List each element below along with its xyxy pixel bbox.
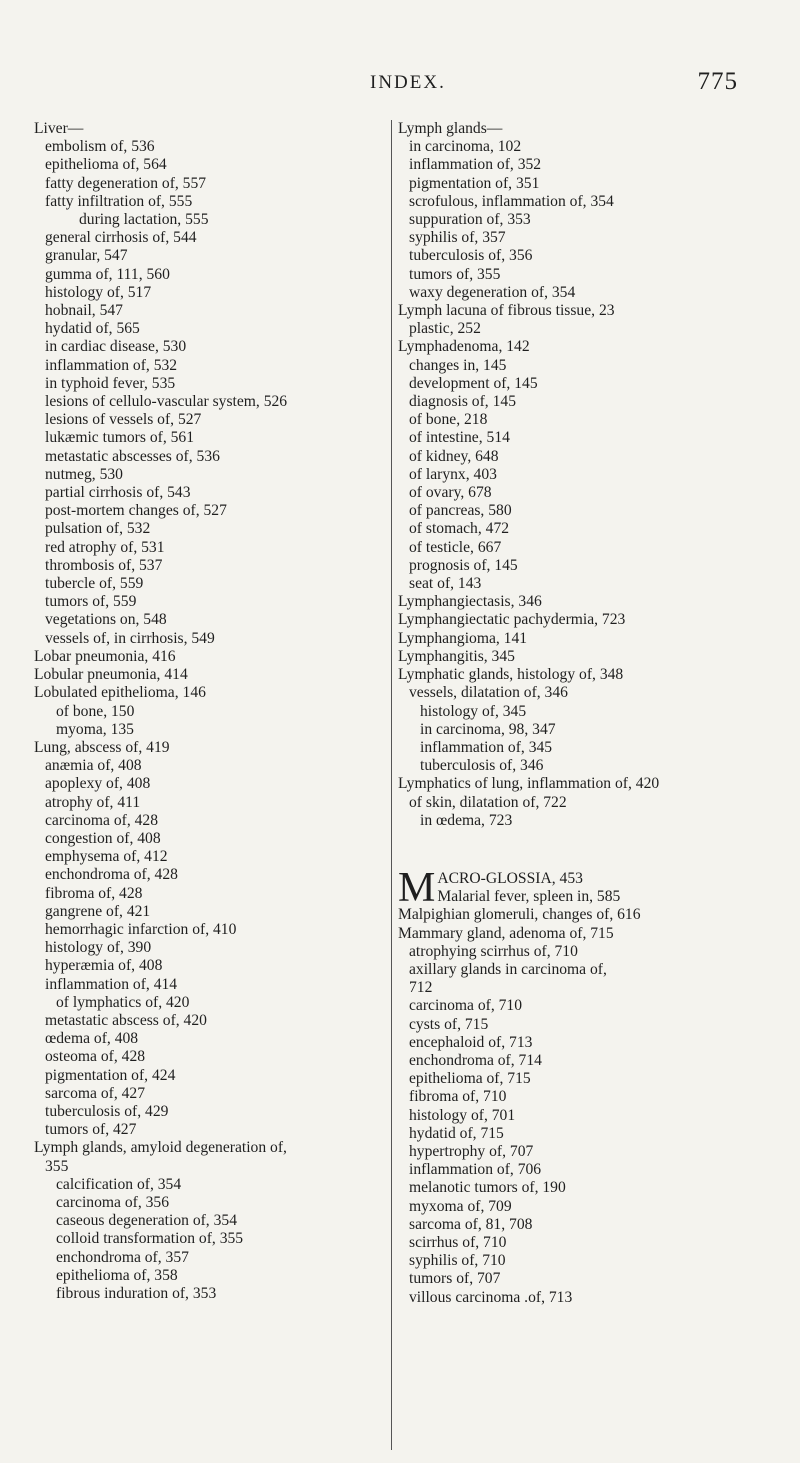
index-entry: embolism of, 536 [45,138,155,156]
index-entry: carcinoma of, 710 [409,997,523,1015]
index-entry: Lymphangioma, 141 [398,629,528,647]
index-entry: Malpighian glomeruli, changes of, 616 [398,906,641,924]
index-entry: Lobulated epithelioma, 146 [34,684,206,702]
index-entry: nutmeg, 530 [45,465,123,483]
index-entry: of bone, 218 [409,411,488,429]
index-entry: atrophy of, 411 [45,793,141,811]
index-entry: inflammation of, 532 [45,356,178,374]
index-entry: of ovary, 678 [409,484,492,502]
index-entry: histology of, 345 [420,702,527,720]
index-entry: in typhoid fever, 535 [45,374,176,392]
index-column-left [34,120,394,1303]
index-entry: Mammary gland, adenoma of, 715 [398,924,614,942]
index-entry: villous carcinoma .of, 713 [409,1288,573,1306]
index-entry: lukæmic tumors of, 561 [45,429,195,447]
index-entry: ACRO-GLOSSIA, 453 [437,869,583,887]
index-entry: sarcoma of, 427 [45,1084,146,1102]
index-entry: thrombosis of, 537 [45,556,163,574]
index-entry: of testicle, 667 [409,538,502,556]
index-entry: gumma of, 111, 560 [45,265,170,283]
index-entry: 355 [45,1157,69,1175]
index-entry: scrofulous, inflammation of, 354 [409,192,614,210]
index-entry: hydatid of, 715 [409,1124,504,1142]
index-entry: melanotic tumors of, 190 [409,1179,566,1197]
index-entry: red atrophy of, 531 [45,538,165,556]
index-entry: Lobar pneumonia, 416 [34,647,176,665]
index-entry: syphilis of, 710 [409,1252,506,1270]
section-gap [398,830,758,870]
index-entry: tumors of, 559 [45,593,137,611]
index-entry: gangrene of, 421 [45,902,151,920]
index-entry: vessels, dilatation of, 346 [409,684,568,702]
index-entry: of kidney, 648 [409,447,499,465]
index-entry: pigmentation of, 424 [45,1066,176,1084]
index-entry: atrophying scirrhus of, 710 [409,942,578,960]
index-entry: fatty degeneration of, 557 [45,174,207,192]
index-entry: axillary glands in carcinoma of, [409,960,607,978]
index-entry: histology of, 390 [45,939,152,957]
index-entry: histology of, 517 [45,283,152,301]
index-entry: œdema of, 408 [45,1030,139,1048]
index-entry: congestion of, 408 [45,829,161,847]
index-entry: of bone, 150 [56,702,135,720]
index-entry: plastic, 252 [409,320,481,338]
m-entries [398,906,758,1306]
index-entry: fibrous induration of, 353 [56,1285,217,1302]
index-entry: tumors of, 355 [409,265,501,283]
index-entry: scirrhus of, 710 [409,1233,507,1251]
index-entry: tuberculosis of, 429 [45,1102,169,1120]
index-entry: myoma, 135 [56,720,134,738]
index-entry: in cardiac disease, 530 [45,338,187,356]
index-entry: cysts of, 715 [409,1015,489,1033]
index-entry: enchondroma of, 428 [45,866,178,884]
index-entry: anæmia of, 408 [45,757,142,775]
index-entry: of skin, dilatation of, 722 [409,793,567,811]
index-entry: enchondroma of, 357 [56,1248,189,1266]
index-entry: hobnail, 547 [45,302,123,320]
index-entry: hypertrophy of, 707 [409,1142,534,1160]
index-entry: hyperæmia of, 408 [45,957,163,975]
index-entry: enchondroma of, 714 [409,1051,542,1069]
index-entry: inflammation of, 706 [409,1161,542,1179]
index-entry: epithelioma of, 358 [56,1266,178,1284]
index-entry: in carcinoma, 98, 347 [420,720,556,738]
index-entry: encephaloid of, 713 [409,1033,533,1051]
index-entry: carcinoma of, 428 [45,811,159,829]
index-entry: vegetations on, 548 [45,611,167,629]
index-entry: lesions of cellulo-vascular system, 526 [45,393,288,411]
index-entry: suppuration of, 353 [409,211,531,229]
index-entry: prognosis of, 145 [409,556,518,574]
index-entry: sarcoma of, 81, 708 [409,1215,533,1233]
index-entry: general cirrhosis of, 544 [45,229,197,247]
index-entry: inflammation of, 345 [420,738,553,756]
index-entry: diagnosis of, 145 [409,393,516,411]
index-entry: Lymphangiectatic pachydermia, 723 [398,611,626,629]
index-entry: epithelioma of, 564 [45,156,167,174]
lymph-entries [398,120,758,830]
dropcap-letter: M [398,864,436,911]
index-entry: granular, 547 [45,247,128,265]
page-header [0,68,800,106]
index-entry: Lymph lacuna of fibrous tissue, 23 [398,302,615,320]
index-entry: Lymphangitis, 345 [398,647,515,665]
index-entry: waxy degeneration of, 354 [409,283,576,301]
index-entry: colloid transformation of, 355 [56,1230,244,1248]
index-entry: 712 [409,979,433,997]
index-entry: Lymph glands, amyloid degeneration of, [34,1139,287,1157]
index-entry: inflammation of, 352 [409,156,542,174]
index-entry: carcinoma of, 356 [56,1193,170,1211]
index-entry: Lymphangiectasis, 346 [398,593,542,611]
section-m [398,864,758,1307]
index-column-right [398,120,758,1307]
index-entry: tuberculosis of, 356 [409,247,533,265]
index-entry: myxoma of, 709 [409,1197,512,1215]
index-entry: Lymphadenoma, 142 [398,338,530,356]
index-entry: pigmentation of, 351 [409,174,540,192]
index-entry: pulsation of, 532 [45,520,151,538]
running-title: INDEX. [370,72,446,93]
index-entry: tubercle of, 559 [45,575,144,593]
section-m-heading [398,864,758,911]
index-entry: of intestine, 514 [409,429,510,447]
index-entry: lesions of vessels of, 527 [45,411,202,429]
index-entry: Lymphatics of lung, inflammation of, 420 [398,775,660,793]
index-entry: hemorrhagic infarction of, 410 [45,920,237,938]
index-entry: metastatic abscesses of, 536 [45,447,220,465]
index-entry: Lung, abscess of, 419 [34,738,170,756]
index-entry: Lymph glands— [398,120,503,137]
index-entry: vessels of, in cirrhosis, 549 [45,629,215,647]
index-entry: caseous degeneration of, 354 [56,1212,237,1230]
index-entry: histology of, 701 [409,1106,516,1124]
index-entry: changes in, 145 [409,356,507,374]
index-entry: partial cirrhosis of, 543 [45,484,191,502]
index-entry: development of, 145 [409,374,538,392]
index-entry: emphysema of, 412 [45,848,168,866]
index-entry: in carcinoma, 102 [409,138,522,156]
index-entry: fatty infiltration of, 555 [45,192,193,210]
index-entry: in œdema, 723 [420,811,513,829]
index-entry: fibroma of, 428 [45,884,143,902]
index-entry: calcification of, 354 [56,1175,182,1193]
index-entry: tumors of, 427 [45,1121,137,1139]
page-number: 775 [697,68,738,95]
index-entry: of stomach, 472 [409,520,510,538]
index-entry: fibroma of, 710 [409,1088,507,1106]
index-entry: apoplexy of, 408 [45,775,151,793]
index-entry: tumors of, 707 [409,1270,501,1288]
index-entry: hydatid of, 565 [45,320,140,338]
index-entry: Lymphatic glands, histology of, 348 [398,666,624,684]
index-entry: syphilis of, 357 [409,229,506,247]
index-entry: tuberculosis of, 346 [420,757,544,775]
index-entry: inflammation of, 414 [45,975,178,993]
index-entry: metastatic abscess of, 420 [45,1011,207,1029]
index-entry: epithelioma of, 715 [409,1070,531,1088]
index-entry: post-mortem changes of, 527 [45,502,227,520]
index-entry: of pancreas, 580 [409,502,512,520]
index-entry: of lymphatics of, 420 [56,993,190,1011]
index-entry: Lobular pneumonia, 414 [34,666,188,684]
index-entry: osteoma of, 428 [45,1048,146,1066]
index-entry: during lactation, 555 [79,211,209,229]
index-entry: Malarial fever, spleen in, 585 [437,888,621,906]
index-entry: Liver— [34,120,84,137]
index-entry: of larynx, 403 [409,465,497,483]
index-entry: seat of, 143 [409,575,482,593]
